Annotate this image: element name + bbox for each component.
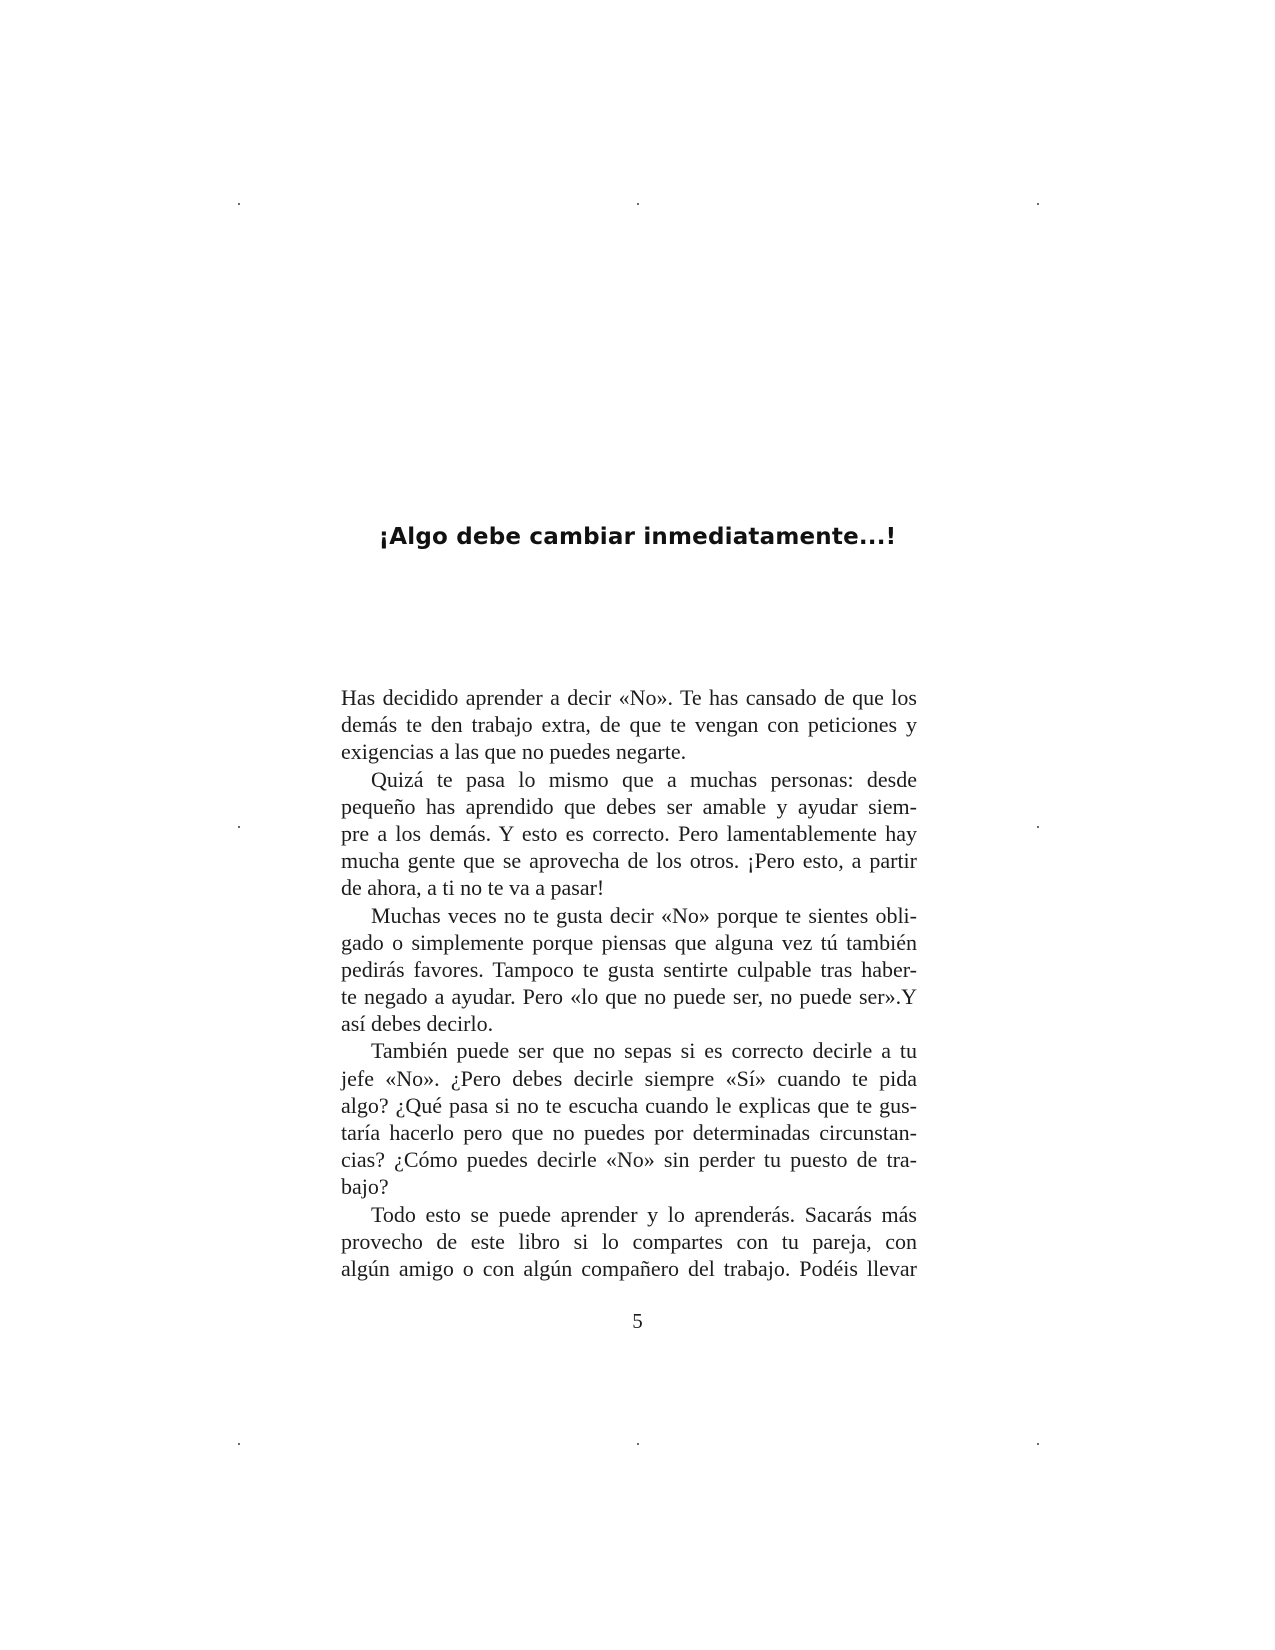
crop-mark-middle-right [1037,826,1039,828]
paragraph [341,902,917,1038]
text-line: de ahora, a ti no te va a pasar! [341,875,605,901]
text-line: pedirás favores. Tampoco te gusta sentirte culpable tras haber- [341,956,917,982]
paragraph [341,766,917,902]
crop-mark-top-left [238,203,240,205]
text-line: Todo esto se puede aprender y lo aprenderás. Sacarás más [371,1201,917,1227]
crop-mark-top-right [1037,203,1039,205]
crop-mark-bottom-left [238,1443,240,1445]
text-line: jefe «No». ¿Pero debes decirle siempre «Sí» cuando te pida [341,1065,917,1091]
text-line: te negado a ayudar. Pero «lo que no puede ser, no puede ser».Y [341,984,917,1010]
crop-mark-bottom-center [637,1443,639,1445]
crop-mark-bottom-right [1037,1443,1039,1445]
text-line: algún amigo o con algún compañero del trabajo. Podéis llevar [341,1255,917,1281]
text-line: cias? ¿Cómo puedes decirle «No» sin perder tu puesto de tra- [341,1147,917,1173]
text-line: algo? ¿Qué pasa si no te escucha cuando le explicas que te gus- [341,1092,917,1118]
text-line: Has decidido aprender a decir «No». Te has cansado de que los [341,685,917,710]
text-line: Quizá te pasa lo mismo que a muchas personas: desde [371,766,917,792]
text-line: así debes decirlo. [341,1011,494,1037]
text-line: También puede ser que no sepas si es correcto decirle a tu [371,1038,917,1064]
paragraph [341,684,917,766]
crop-mark-top-center [637,203,639,205]
text-line: exigencias a las que no puedes negarte. [341,739,687,765]
text-line: pre a los demás. Y esto es correcto. Pero lamentablemente hay [341,820,917,846]
paragraph [341,1037,917,1200]
crop-mark-middle-left [238,826,240,828]
text-line: pequeño has aprendido que debes ser amable y ayudar siem- [341,793,917,819]
text-line: demás te den trabajo extra, de que te vengan con peticiones y [341,712,917,738]
text-line: Muchas veces no te gusta decir «No» porque te sientes obli- [371,902,917,928]
text-line: provecho de este libro si lo compartes con tu pareja, con [341,1228,917,1254]
body-text [341,684,917,1282]
chapter-title: ¡Algo debe cambiar inmediatamente...! [378,524,897,550]
paragraph [341,1201,917,1283]
text-line: bajo? [341,1174,389,1200]
text-line: gado o simplemente porque piensas que alguna vez tú también [341,929,917,955]
text-line: mucha gente que se aprovecha de los otros. ¡Pero esto, a partir [341,848,917,874]
text-line: taría hacerlo pero que no puedes por determinadas circunstan- [341,1120,917,1145]
page-number: 5 [632,1309,643,1333]
